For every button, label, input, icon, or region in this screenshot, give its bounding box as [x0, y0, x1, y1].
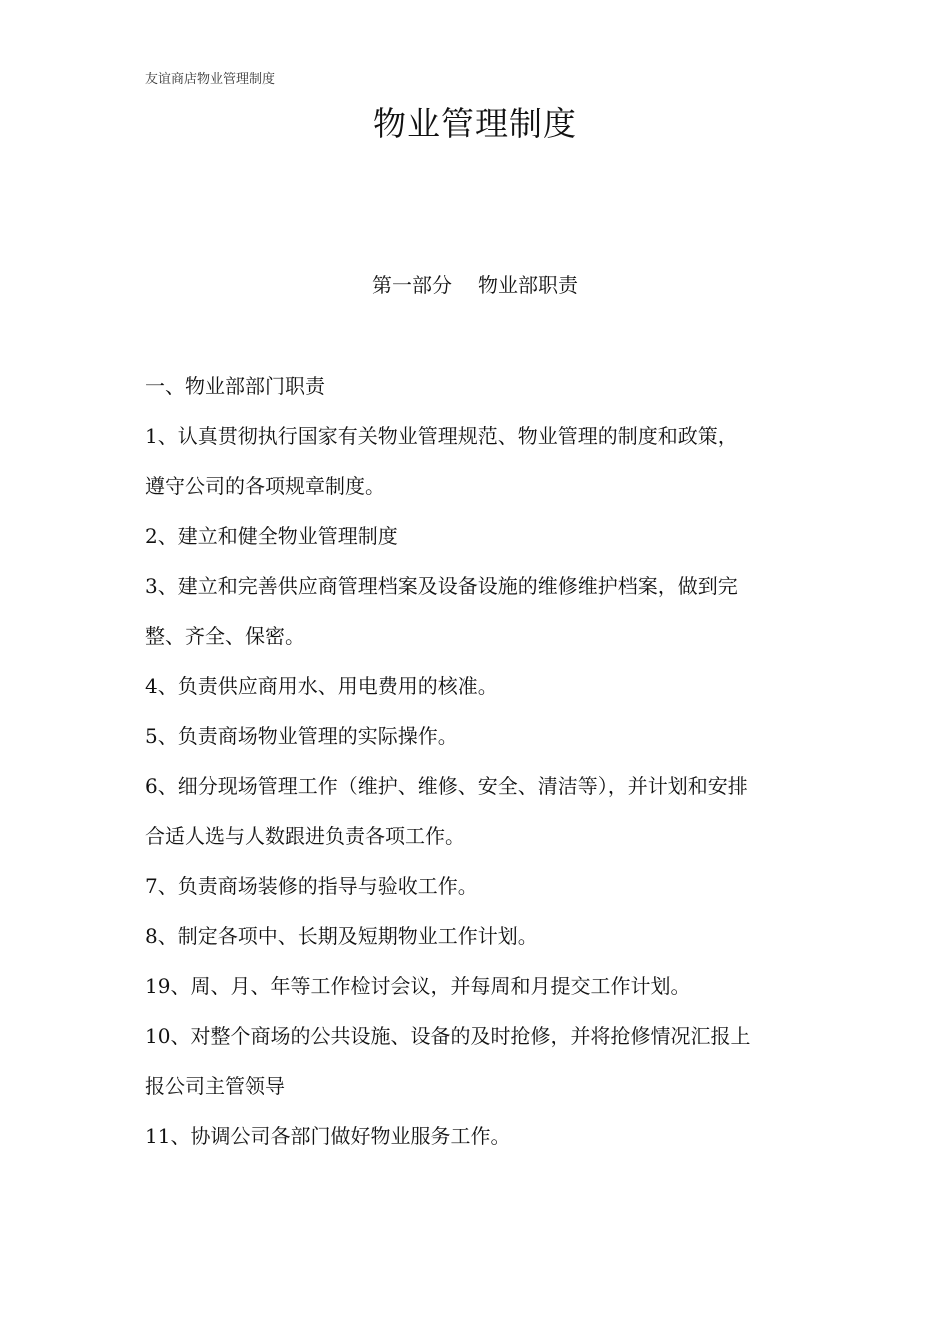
text-line: 19、周、月、年等工作检讨会议，并每周和月提交工作计划。 [145, 974, 691, 998]
part-heading [0, 270, 950, 300]
running-header: 友谊商店物业管理制度 [145, 72, 276, 87]
text-line: 6、细分现场管理工作（维护、维修、安全、清洁等），并计划和安排 [145, 774, 748, 798]
document-title: 物业管理制度 [373, 104, 577, 143]
text-line: 8、制定各项中、长期及短期物业工作计划。 [145, 924, 538, 948]
body-text [145, 369, 815, 1169]
text-line: 7、负责商场装修的指导与验收工作。 [145, 874, 478, 898]
part-name: 物业部职责 [478, 273, 578, 297]
section-heading: 一、物业部部门职责 [145, 374, 325, 398]
text-line: 2、建立和健全物业管理制度 [145, 524, 398, 548]
text-line: 1、认真贯彻执行国家有关物业管理规范、物业管理的制度和政策， [145, 424, 738, 448]
text-line: 3、建立和完善供应商管理档案及设备设施的维修维护档案，做到完 [145, 574, 738, 598]
text-line: 5、负责商场物业管理的实际操作。 [145, 724, 458, 748]
part-label: 第一部分 [372, 273, 452, 297]
text-line: 4、负责供应商用水、用电费用的核准。 [145, 674, 498, 698]
text-line: 整、齐全、保密。 [145, 624, 305, 648]
text-line: 遵守公司的各项规章制度。 [145, 474, 385, 498]
text-line: 11、协调公司各部门做好物业服务工作。 [145, 1124, 511, 1148]
text-line: 报公司主管领导 [145, 1074, 285, 1098]
text-line: 合适人选与人数跟进负责各项工作。 [145, 824, 465, 848]
text-line: 10、对整个商场的公共设施、设备的及时抢修，并将抢修情况汇报上 [145, 1024, 751, 1048]
